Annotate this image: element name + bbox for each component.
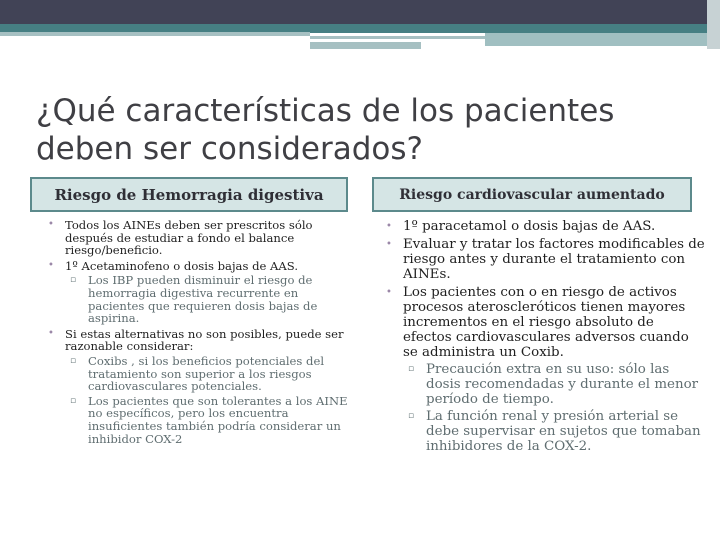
slide-title: ¿Qué características de los pacientes deben ser considerados? [36, 93, 615, 167]
left-column-heading: Riesgo de Hemorragia digestiva [30, 177, 348, 212]
header-stripe [310, 42, 421, 49]
sub-bullet-item: ▫ Los pacientes que son tolerantes a los AINE no específicos, pero los encuentra insuficientes también podría considerar un inhibidor COX-2 [48, 395, 348, 445]
left-bullet-list [48, 216, 348, 445]
right-bullet-list [386, 216, 706, 454]
header-stripe [485, 33, 707, 46]
sub-bullet-item: ▫ Coxibs , si los beneficios potenciales del tratamiento son superior a los riesgos cardiovasculares potenciales. [48, 355, 348, 393]
bullet-item: • Los pacientes con o en riesgo de activos procesos ateroscleróticos tienen mayores incrementos en el riesgo absoluto de efectos cardiovasculares adversos cuando se administra un Coxib. [386, 285, 706, 360]
sub-bullet-item: ▫ La función renal y presión arterial se debe supervisar en sujetos que tomaban inhibidores de la COX-2. [386, 409, 706, 454]
right-column-heading: Riesgo cardiovascular aumentado [372, 177, 692, 212]
header-band [0, 0, 720, 24]
bullet-item: • Todos los AINEs deben ser prescritos sólo después de estudiar a fondo el balance riesgo/beneficio. [48, 219, 348, 257]
sub-bullet-item: ▫ Los IBP pueden disminuir el riesgo de hemorragia digestiva recurrente en pacientes que requieren dosis bajas de aspirina. [48, 274, 348, 324]
header-stripe [0, 32, 310, 36]
header-stripe [707, 0, 720, 49]
header-stripe [310, 36, 485, 39]
bullet-item: • 1º paracetamol o dosis bajas de AAS. [386, 219, 706, 234]
bullet-item: • 1º Acetaminofeno o dosis bajas de AAS. [48, 260, 348, 273]
sub-bullet-item: ▫ Precaución extra en su uso: sólo las dosis recomendadas y durante el menor período de tiempo. [386, 362, 706, 407]
bullet-item: • Evaluar y tratar los factores modificables de riesgo antes y durante el tratamiento con AINEs. [386, 237, 706, 282]
bullet-item: • Si estas alternativas no son posibles, puede ser razonable considerar: [48, 328, 348, 353]
